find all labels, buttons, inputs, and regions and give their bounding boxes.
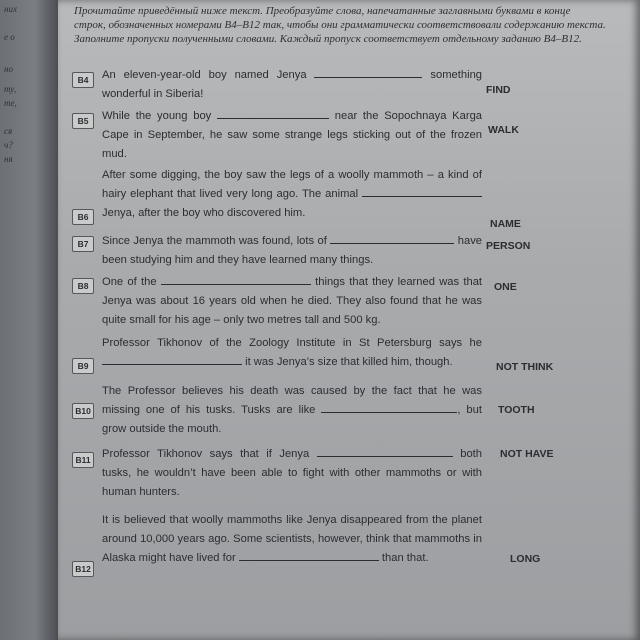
textbook-page xyxy=(58,0,640,640)
instructions-line: Заполните пропуски полученными словами. Каждый пропуск соответствует отдельному заданию B4–B12. xyxy=(74,33,582,45)
text-before-gap: It is believed that woolly mammoths like Jenya disappeared from the planet around 10,000 years ago. Some scientists, however, think that mammoths in Alaska might have lived for xyxy=(102,514,482,564)
task-number-b9: B9 xyxy=(72,358,94,374)
task-number-b5: B5 xyxy=(72,113,94,129)
text-before-gap: After some digging, the boy saw the legs of a woolly mammoth – a kind of hairy elephant that lived very long ago. The animal xyxy=(102,169,482,200)
answer-gap-b5[interactable] xyxy=(217,108,329,119)
margin-fragment: них xyxy=(4,4,17,14)
answer-gap-b12[interactable] xyxy=(239,550,379,561)
task-number-b7: B7 xyxy=(72,236,94,252)
text-after-gap: Jenya, after the boy who discovered him. xyxy=(102,207,306,219)
task-number-b10: B10 xyxy=(72,403,94,419)
task-number-b4: B4 xyxy=(72,72,94,88)
answer-gap-b8[interactable] xyxy=(161,274,311,285)
task-text-b11 xyxy=(102,445,482,502)
keyword-b11: NOT HAVE xyxy=(500,448,554,460)
margin-fragment: ся xyxy=(4,126,13,136)
answer-gap-b9[interactable] xyxy=(102,354,242,365)
keyword-b4: FIND xyxy=(486,84,511,96)
task-text-b7 xyxy=(102,232,482,270)
text-after-gap: have been studying him and they have learned many things. xyxy=(102,235,483,266)
margin-fragment: е о xyxy=(4,32,15,42)
text-before-gap: Professor Tikhonov of the Zoology Institute in St Petersburg says he xyxy=(102,337,482,349)
text-after-gap: , but grow outside the mouth. xyxy=(102,404,482,435)
keyword-b10: TOOTH xyxy=(498,404,535,416)
text-before-gap: Since Jenya the mammoth was found, lots of xyxy=(102,235,327,247)
task-text-b10 xyxy=(102,382,482,439)
task-text-b12 xyxy=(102,511,482,568)
text-before-gap: An eleven-year-old boy named Jenya xyxy=(102,69,307,81)
margin-fragment: но xyxy=(4,64,13,74)
text-after-gap: things that they learned was that Jenya was about 16 years old when he died. They also found that he was quite small for his age – only two metres tall and 500 kg. xyxy=(102,276,483,326)
keyword-b5: WALK xyxy=(488,124,519,136)
task-text-b4 xyxy=(102,66,482,104)
task-text-b8 xyxy=(102,273,482,330)
margin-fragment: те, xyxy=(4,98,17,108)
text-after-gap: than that. xyxy=(381,552,429,564)
keyword-b9: NOT THINK xyxy=(496,361,554,373)
keyword-b8: ONE xyxy=(494,281,517,293)
keyword-b7: PERSON xyxy=(486,240,531,252)
task-text-b5 xyxy=(102,107,482,164)
margin-fragment: ту, xyxy=(4,84,17,94)
instructions-line: Прочитайте приведённый ниже текст. Преобразуйте слова, напечатанные заглавными буквами в конце xyxy=(74,5,571,17)
task-text-b6 xyxy=(102,166,482,223)
task-text-b9 xyxy=(102,334,482,372)
keyword-b6: NAME xyxy=(490,218,521,230)
keyword-b12: LONG xyxy=(510,553,541,565)
text-before-gap: Professor Tikhonov says that if Jenya xyxy=(102,448,310,460)
answer-gap-b11[interactable] xyxy=(317,446,453,457)
task-instructions xyxy=(74,4,630,46)
answer-gap-b10[interactable] xyxy=(321,402,457,413)
text-before-gap: One of the xyxy=(102,276,157,288)
adjacent-page-edge xyxy=(0,0,58,640)
margin-fragment: ня xyxy=(4,154,13,164)
task-number-b12: B12 xyxy=(72,561,94,577)
text-after-gap: near the Sopochnaya Karga Cape in September, he saw some strange legs sticking out of the frozen mud. xyxy=(102,110,483,160)
text-before-gap: While the young boy xyxy=(102,110,212,122)
text-after-gap: something wonderful in Siberia! xyxy=(102,69,483,100)
answer-gap-b7[interactable] xyxy=(330,233,454,244)
task-number-b11: B11 xyxy=(72,452,94,468)
task-number-b6: B6 xyxy=(72,209,94,225)
instructions-line: строк, обозначенных номерами B4–B12 так, чтобы они грамматически соответствовали содержанию текста. xyxy=(74,19,606,31)
margin-fragment: ч? xyxy=(4,140,13,150)
answer-gap-b6[interactable] xyxy=(362,186,482,197)
task-number-b8: B8 xyxy=(72,278,94,294)
text-after-gap: it was Jenya’s size that killed him, though. xyxy=(245,356,453,368)
text-before-gap: The Professor believes his death was caused by the fact that he was missing one of his tusks. Tusks are like xyxy=(102,385,482,416)
answer-gap-b4[interactable] xyxy=(314,67,422,78)
text-after-gap: both tusks, he wouldn’t have been able to fight with other mammoths or with human hunters. xyxy=(102,448,483,498)
